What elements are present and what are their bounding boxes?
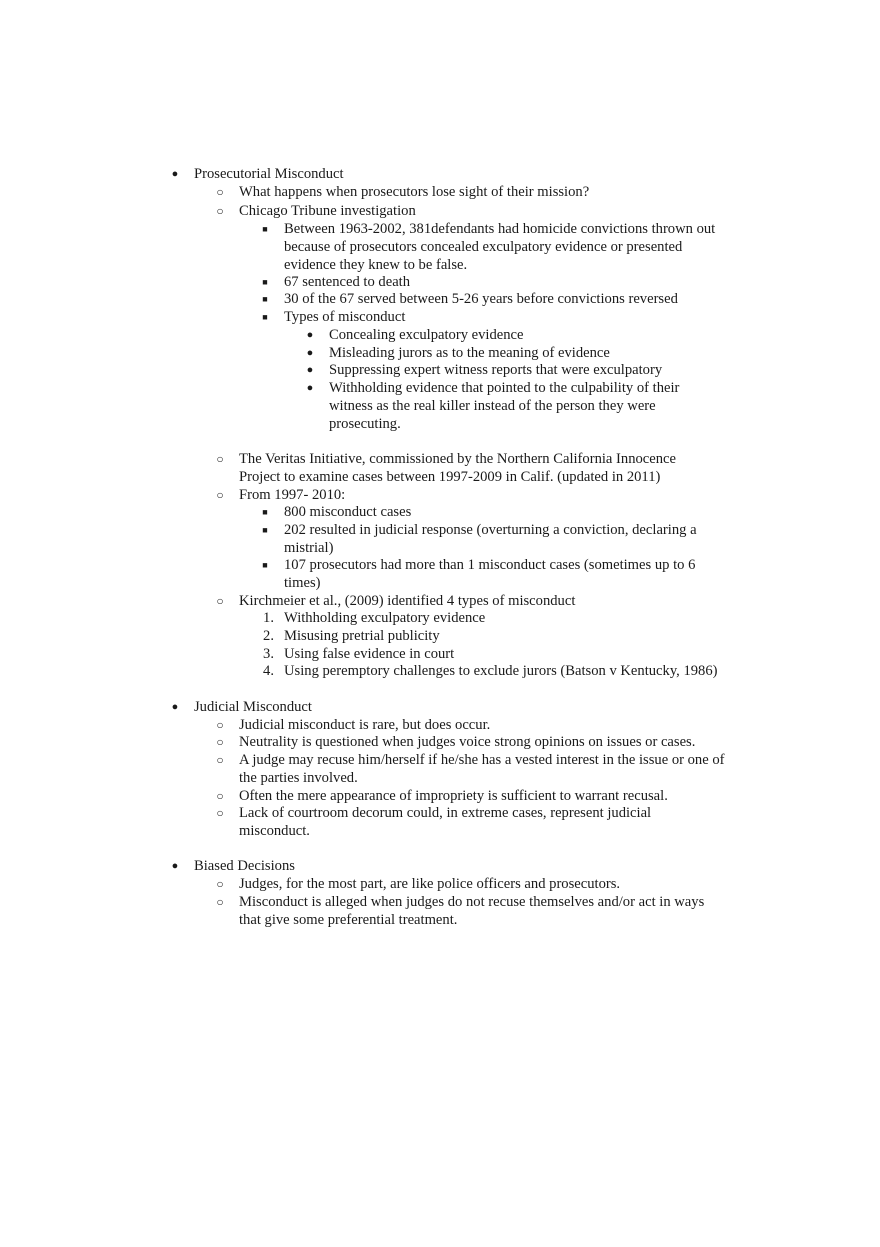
list-item: Judges, for the most part, are like police officers and prosecutors. [239, 876, 621, 892]
list-number: 1. [263, 610, 274, 626]
bullet-disc-icon: ● [171, 701, 179, 713]
list-item: Judicial misconduct is rare, but does occur. [239, 717, 491, 733]
list-item: A judge may recuse him/herself if he/she has a vested interest in the issue or one of the parties involved. [239, 752, 725, 786]
heading-prosecutorial-misconduct: Prosecutorial Misconduct [194, 166, 344, 182]
list-item: Neutrality is questioned when judges voice strong opinions on issues or cases. [239, 734, 696, 750]
bullet-circle-icon: ○ [216, 895, 224, 909]
bullet-circle-icon: ○ [216, 806, 224, 820]
bullet-circle-icon: ○ [216, 877, 224, 891]
list-item: 107 prosecutors had more than 1 misconduct cases (sometimes up to 6 times) [284, 557, 696, 591]
bullet-disc-icon: ● [171, 860, 179, 872]
list-item-chicago-tribune: Chicago Tribune investigation [239, 203, 416, 219]
list-number: 4. [263, 663, 274, 679]
list-item: 30 of the 67 served between 5-26 years before convictions reversed [284, 291, 678, 307]
bullet-disc-icon: ● [306, 382, 314, 394]
bullet-circle-icon: ○ [216, 753, 224, 767]
bullet-square-icon: ■ [262, 294, 268, 304]
bullet-disc-icon: ● [306, 329, 314, 341]
bullet-disc-icon: ● [306, 364, 314, 376]
list-item: 202 resulted in judicial response (overturning a conviction, declaring a mistrial) [284, 522, 697, 556]
heading-judicial-misconduct: Judicial Misconduct [194, 699, 312, 715]
list-item: Withholding evidence that pointed to the culpability of their witness as the real killer instead of the person they were prosecuting. [329, 380, 680, 432]
list-item: Suppressing expert witness reports that were exculpatory [329, 362, 663, 378]
list-item: Using peremptory challenges to exclude jurors (Batson v Kentucky, 1986) [284, 663, 718, 679]
list-item: Using false evidence in court [284, 646, 455, 662]
heading-biased-decisions: Biased Decisions [194, 858, 295, 874]
bullet-circle-icon: ○ [216, 185, 224, 199]
bullet-square-icon: ■ [262, 312, 268, 322]
bullet-square-icon: ■ [262, 507, 268, 517]
list-item-from-1997: From 1997- 2010: [239, 487, 346, 503]
list-number: 3. [263, 646, 274, 662]
bullet-circle-icon: ○ [216, 789, 224, 803]
bullet-circle-icon: ○ [216, 204, 224, 218]
list-item: Between 1963-2002, 381defendants had homicide convictions thrown out because of prosecutors concealed exculpatory evidence or presented evidence they knew to be false. [284, 221, 716, 273]
list-item: Withholding exculpatory evidence [284, 610, 486, 626]
list-item: Misusing pretrial publicity [284, 628, 440, 644]
list-item: Lack of courtroom decorum could, in extreme cases, represent judicial misconduct. [239, 805, 652, 839]
bullet-circle-icon: ○ [216, 488, 224, 502]
bullet-circle-icon: ○ [216, 718, 224, 732]
list-item: What happens when prosecutors lose sight of their mission? [239, 184, 590, 200]
bullet-disc-icon: ● [171, 168, 179, 180]
bullet-square-icon: ■ [262, 560, 268, 570]
list-item: Misleading jurors as to the meaning of evidence [329, 345, 610, 361]
list-number: 2. [263, 628, 274, 644]
bullet-disc-icon: ● [306, 347, 314, 359]
list-item-veritas: The Veritas Initiative, commissioned by the Northern California Innocence Project to examine cases between 1997-2009 in Calif. (updated in 2011) [239, 451, 677, 485]
list-item: Concealing exculpatory evidence [329, 327, 524, 343]
list-item: 800 misconduct cases [284, 504, 412, 520]
bullet-square-icon: ■ [262, 224, 268, 234]
list-item: 67 sentenced to death [284, 274, 411, 290]
bullet-square-icon: ■ [262, 277, 268, 287]
list-item: Misconduct is alleged when judges do not recuse themselves and/or act in ways that give some preferential treatment. [239, 894, 705, 928]
list-item: Often the mere appearance of impropriety is sufficient to warrant recusal. [239, 788, 668, 804]
bullet-circle-icon: ○ [216, 735, 224, 749]
bullet-circle-icon: ○ [216, 452, 224, 466]
bullet-circle-icon: ○ [216, 594, 224, 608]
list-item-kirchmeier: Kirchmeier et al., (2009) identified 4 types of misconduct [239, 593, 576, 609]
bullet-square-icon: ■ [262, 525, 268, 535]
list-item-types-of-misconduct: Types of misconduct [284, 309, 406, 325]
